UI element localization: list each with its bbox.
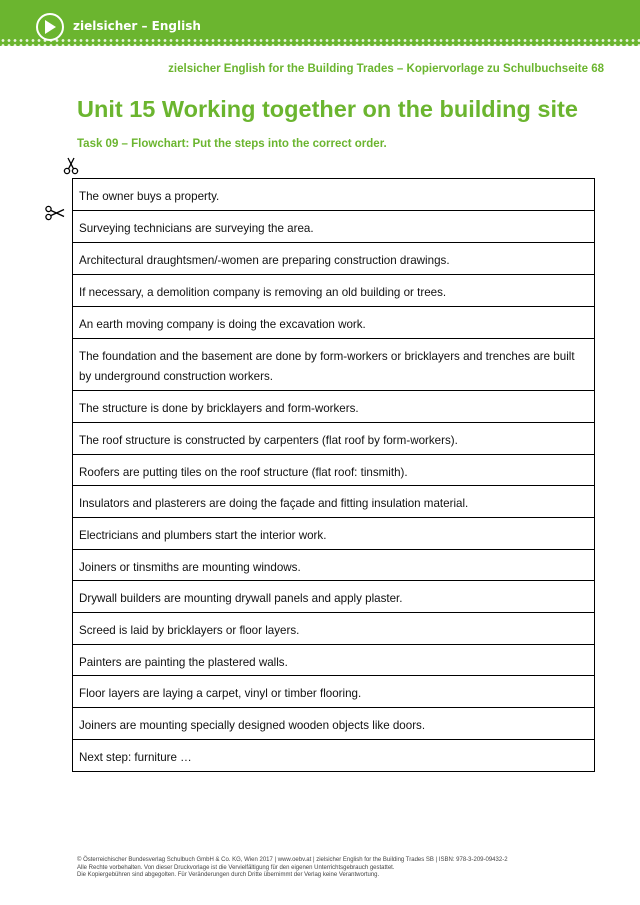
footer-line: Die Kopiergebühren sind abgegolten. Für Veränderungen durch Dritte übernimmt der Verlag keine Verantwortung. — [77, 872, 380, 878]
footer-line: Alle Rechte vorbehalten. Von dieser Druckvorlage ist die Vervielfältigung für den eigenen Unterrichtsgebrauch gestattet. — [77, 864, 395, 871]
step-item: Floor layers are laying a carpet, vinyl or timber flooring. — [73, 676, 594, 708]
step-item: Joiners are mounting specially designed wooden objects like doors. — [73, 708, 594, 740]
scissors-icon — [63, 157, 79, 175]
step-item: Architectural draughtsmen/-women are preparing construction drawings. — [73, 243, 594, 275]
step-item: Screed is laid by bricklayers or floor layers. — [73, 613, 594, 645]
header-line: zielsicher English for the Building Trades – Kopiervorlage zu Schulbuchseite 68 — [168, 63, 604, 75]
logo-text: zielsicher – English — [73, 19, 201, 33]
step-item: An earth moving company is doing the excavation work. — [73, 307, 594, 339]
step-item: Drywall builders are mounting drywall panels and apply plaster. — [73, 581, 594, 613]
banner-dotted-edge — [0, 38, 640, 48]
step-item: The foundation and the basement are done by form-workers or bricklayers and trenches are built by underground construction workers. — [73, 339, 594, 391]
flowchart-steps — [72, 178, 595, 772]
step-item: The owner buys a property. — [73, 179, 594, 211]
task-instruction: Task 09 – Flowchart: Put the steps into the correct order. — [77, 138, 387, 150]
step-item: The roof structure is constructed by carpenters (flat roof by form-workers). — [73, 423, 594, 455]
step-item: Joiners or tinsmiths are mounting windows. — [73, 550, 594, 581]
copyright-footer — [77, 857, 508, 880]
step-item: Painters are painting the plastered walls. — [73, 645, 594, 676]
step-item: Surveying technicians are surveying the area. — [73, 211, 594, 243]
step-item: Insulators and plasterers are doing the façade and fitting insulation material. — [73, 486, 594, 518]
scissors-icon — [45, 205, 65, 221]
play-icon — [36, 13, 64, 41]
footer-line: © Österreichischer Bundesverlag Schulbuch GmbH & Co. KG, Wien 2017 | www.oebv.at | zielsicher English for the Building Trades SB | ISBN: 978-3-209-09432-2 — [77, 857, 508, 863]
page-title: Unit 15 Working together on the building site — [77, 96, 578, 122]
step-item: If necessary, a demolition company is removing an old building or trees. — [73, 275, 594, 307]
step-item: Electricians and plumbers start the interior work. — [73, 518, 594, 550]
step-item: The structure is done by bricklayers and form-workers. — [73, 391, 594, 423]
step-item: Roofers are putting tiles on the roof structure (flat roof: tinsmith). — [73, 455, 594, 486]
step-item: Next step: furniture … — [79, 751, 192, 764]
